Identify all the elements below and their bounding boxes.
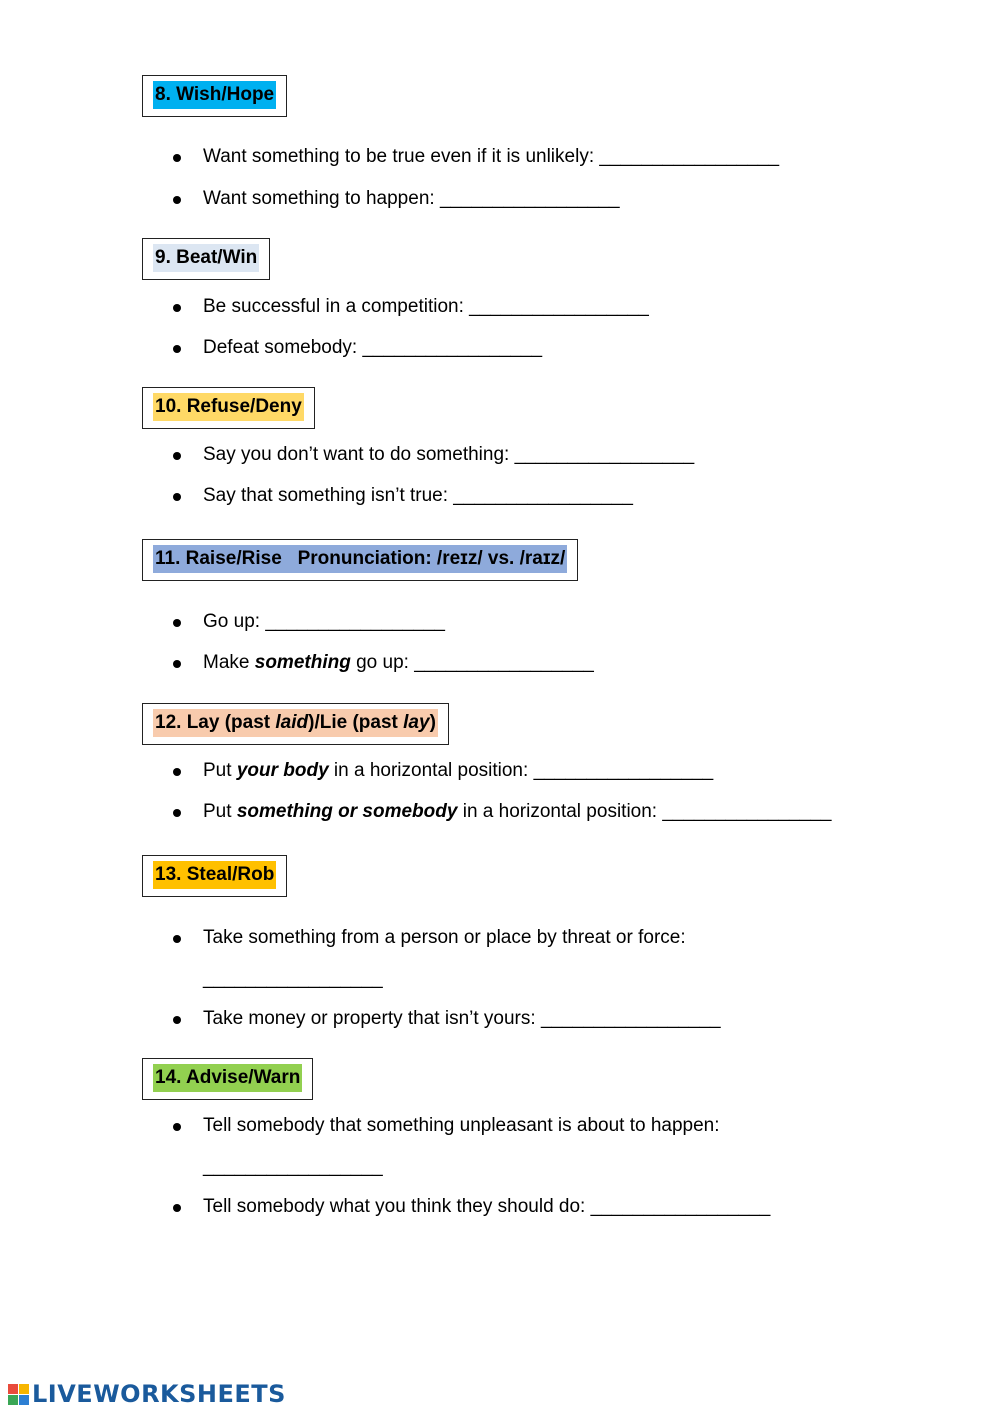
bullet-icon [173,452,181,460]
answer-blank[interactable]: _________________ [453,485,633,506]
prompt-text: Defeat somebody: [203,337,358,358]
prompt-text: Put your body in a horizontal position: [203,760,529,781]
bullet-icon [173,660,181,668]
liveworksheets-logo[interactable] [8,1380,286,1408]
prompt-text: Take something from a person or place by threat or force: [203,927,686,948]
section-12-title: 12. Lay (past laid)/Lie (past lay) [153,709,438,737]
answer-blank[interactable]: _________________ [439,188,620,209]
answer-blank[interactable]: _________________ [599,146,780,167]
answer-blank[interactable]: _________________ [514,444,695,465]
bullet-icon [173,619,181,627]
prompt-text: Put something or somebody in a horizontal position: [203,801,658,822]
prompt-text: Tell somebody what you think they should do: [203,1196,586,1217]
cubes-icon [8,1384,29,1405]
prompt-text: Say you don’t want to do something: [203,444,510,465]
answer-blank[interactable]: _________________ [469,296,649,317]
section-8-title: 8. Wish/Hope [153,81,276,109]
prompt-text: Go up: [203,611,261,632]
bullet-icon [173,154,181,162]
section-10-heading [142,387,315,429]
section-14-heading [142,1058,313,1100]
prompt-text: Want something to happen: [203,188,435,209]
answer-blank[interactable]: _________________ [590,1196,771,1217]
bullet-icon [173,345,181,353]
section-13-heading [142,855,287,897]
prompt-text: Want something to be true even if it is unlikely: [203,146,595,167]
answer-blank[interactable]: _________________ [362,337,543,358]
section-9-title: 9. Beat/Win [153,244,259,272]
prompt-text: Make something go up: [203,652,409,673]
bullet-icon [173,809,181,817]
prompt-text: Take money or property that isn’t yours: [203,1008,536,1029]
section-11-title: 11. Raise/Rise Pronunciation: /reɪz/ vs. /raɪz/ [153,545,567,573]
answer-blank[interactable]: _________________ [414,652,594,673]
section-13-title: 13. Steal/Rob [153,861,276,889]
answer-blank[interactable]: _________________ [265,611,445,632]
answer-blank[interactable]: ________________ [662,801,832,822]
bullet-icon [173,935,181,943]
bullet-icon [173,1123,181,1131]
section-14-title: 14. Advise/Warn [153,1064,302,1092]
section-12-heading [142,703,449,745]
bullet-icon [173,768,181,776]
prompt-text: Say that something isn’t true: [203,485,449,506]
bullet-icon [173,196,181,204]
section-8-heading [142,75,287,117]
bullet-icon [173,1016,181,1024]
section-11-heading [142,539,578,581]
prompt-text: Tell somebody that something unpleasant is about to happen: [203,1115,720,1136]
logo-text: LIVEWORKSHEETS [32,1380,286,1408]
answer-blank[interactable]: _________________ [540,1008,721,1029]
bullet-icon [173,1204,181,1212]
section-9-heading [142,238,270,280]
section-10-title: 10. Refuse/Deny [153,393,304,421]
bullet-icon [173,304,181,312]
answer-blank[interactable]: _________________ [203,1156,383,1177]
answer-blank[interactable]: _________________ [533,760,714,781]
prompt-text: Be successful in a competition: [203,296,464,317]
bullet-icon [173,493,181,501]
answer-blank[interactable]: _________________ [203,968,383,989]
